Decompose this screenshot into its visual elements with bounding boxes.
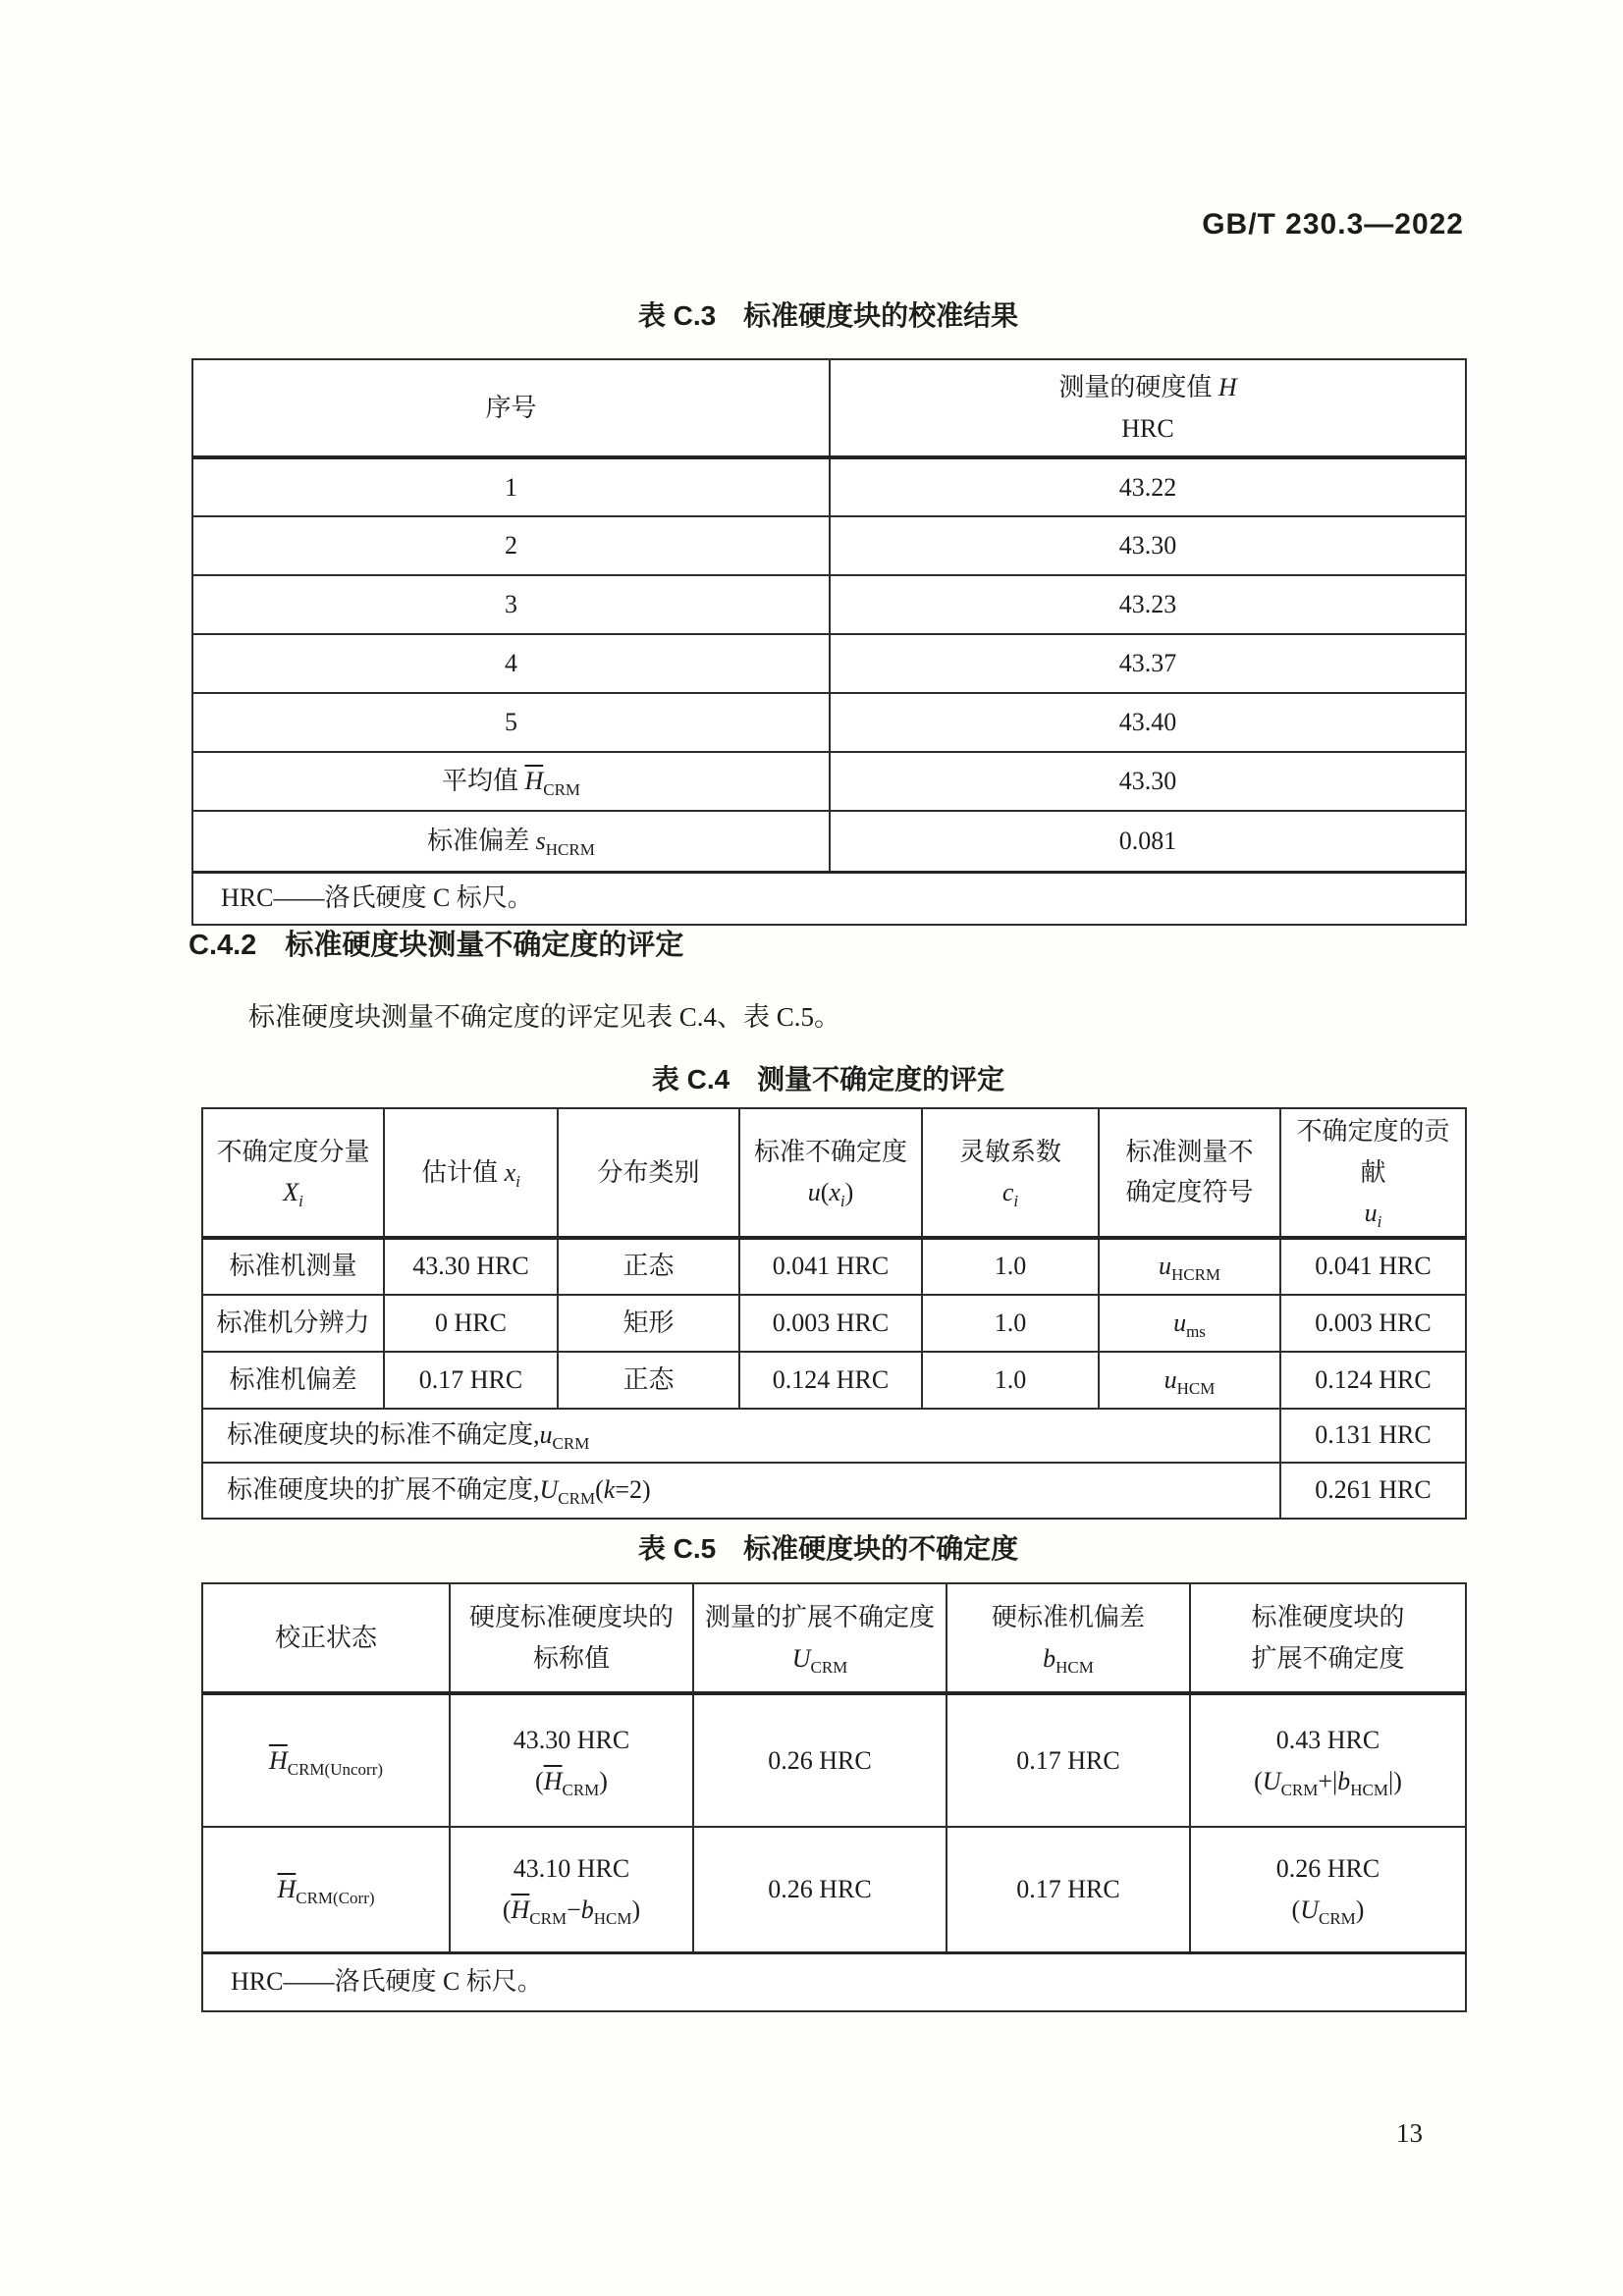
- header-line: 灵敏系数: [958, 1137, 1061, 1166]
- header-line: 硬度标准硬度块的: [468, 1602, 674, 1631]
- table-cell: 0.17 HRC: [947, 1693, 1190, 1827]
- header-line: 校正状态: [274, 1623, 377, 1652]
- table-cell: 43.23: [830, 575, 1466, 634]
- table-c4-title: 表 C.4 测量不确定度的评定: [651, 1064, 1005, 1095]
- header-line: 分布类别: [597, 1157, 700, 1187]
- table-row: [202, 1295, 1466, 1352]
- table-cell: 矩形: [558, 1295, 739, 1352]
- table-cell: 0.081: [830, 811, 1466, 872]
- table-c5: [201, 1582, 1467, 2012]
- table-cell: 4: [192, 634, 830, 693]
- header-line: $c_i$: [1001, 1178, 1019, 1211]
- table-header-cell: [202, 1108, 384, 1238]
- page-number: 13: [1396, 2118, 1423, 2148]
- summary-value: 0.131 HRC: [1280, 1409, 1466, 1463]
- table-cell: 43.30: [830, 752, 1466, 811]
- header-line: 标准不确定度: [753, 1137, 907, 1166]
- table-cell: 43.22: [830, 457, 1466, 516]
- table-cell: 0 HRC: [384, 1295, 558, 1352]
- table-cell: 0.26 HRC: [693, 1827, 947, 1952]
- summary-label: 标准硬度块的扩展不确定度$,U_{CRM}(k=2)$: [202, 1463, 1280, 1519]
- header-line: 不确定度的贡献: [1296, 1117, 1450, 1187]
- table-header-row: [202, 1583, 1466, 1693]
- table-cell: 3: [192, 575, 830, 634]
- table-cell: 43.30 HRC: [384, 1238, 558, 1295]
- table-header-cell: [558, 1108, 739, 1238]
- table-cell: 0.26 HRC: [693, 1693, 947, 1827]
- table-cell: 正态: [558, 1238, 739, 1295]
- table-row: [192, 752, 1466, 811]
- table-cell: 0.17 HRC: [947, 1827, 1190, 1952]
- header-line: 估计值 $x_i$: [421, 1157, 520, 1191]
- table-header-row: [192, 359, 1466, 457]
- table-cell: 0.003 HRC: [739, 1295, 922, 1352]
- table-header-cell: [947, 1583, 1190, 1693]
- table-summary-row: [202, 1409, 1466, 1463]
- table-header-cell: [384, 1108, 558, 1238]
- table-header-cell: [1099, 1108, 1280, 1238]
- header-line: 标准硬度块的: [1251, 1602, 1405, 1631]
- table-footnote: HRC——洛氏硬度 C 标尺。: [202, 1952, 1466, 2011]
- standard-number: GB/T 230.3—2022: [1202, 208, 1464, 240]
- table-row: [192, 457, 1466, 516]
- table-header-cell: [1280, 1108, 1466, 1238]
- table-cell: 1.0: [922, 1295, 1099, 1352]
- table-footnote: HRC——洛氏硬度 C 标尺。: [192, 872, 1466, 925]
- section-heading-c42: C.4.2 标准硬度块测量不确定度的评定: [189, 930, 684, 961]
- header-line: $u_i$: [1364, 1199, 1382, 1232]
- table-cell: 0.124 HRC: [739, 1352, 922, 1409]
- table-header-row: [202, 1108, 1466, 1238]
- table-cell: 0.124 HRC: [1280, 1352, 1466, 1409]
- table-cell: $\overline{H}_{CRM(Uncorr)}$: [202, 1693, 450, 1827]
- table-cell: 0.26 HRC $(U_{CRM})$: [1190, 1827, 1466, 1952]
- table-cell: 标准机偏差: [202, 1352, 384, 1409]
- table-c4: [201, 1107, 1467, 1520]
- table-summary-row: [202, 1463, 1466, 1519]
- table-cell: 1: [192, 457, 830, 516]
- table-cell: $\overline{H}_{CRM(Corr)}$: [202, 1827, 450, 1952]
- table-cell: 43.40: [830, 693, 1466, 752]
- table-header-cell: [693, 1583, 947, 1693]
- summary-value: 0.261 HRC: [1280, 1463, 1466, 1519]
- header-line: HRC: [1121, 413, 1174, 443]
- table-cell: 43.30 HRC $(\overline{H}_{CRM})$: [450, 1693, 693, 1827]
- table-cell: 0.041 HRC: [1280, 1238, 1466, 1295]
- table-c3-header-col2: [830, 359, 1466, 457]
- table-row: [202, 1352, 1466, 1409]
- table-row: [202, 1827, 1466, 1952]
- table-row: [192, 575, 1466, 634]
- table-cell: 标准机分辨力: [202, 1295, 384, 1352]
- header-line: 确定度符号: [1125, 1178, 1254, 1207]
- table-c3-title: 表 C.3 标准硬度块的校准结果: [637, 300, 1019, 331]
- table-header-cell: [922, 1108, 1099, 1238]
- table-cell: 43.30: [830, 516, 1466, 575]
- header-line: 不确定度分量: [216, 1137, 370, 1166]
- table-cell: 0.003 HRC: [1280, 1295, 1466, 1352]
- summary-label: 标准硬度块的标准不确定度$,u_{CRM}$: [202, 1409, 1280, 1463]
- table-cell: 0.041 HRC: [739, 1238, 922, 1295]
- table-c3: [191, 358, 1467, 926]
- header-line: $X_i$: [283, 1178, 303, 1211]
- table-cell: 标准机测量: [202, 1238, 384, 1295]
- table-row: [202, 1693, 1466, 1827]
- table-cell: $u_{HCM}$: [1099, 1352, 1280, 1409]
- table-c3-header-col1: 序号: [192, 359, 830, 457]
- section-paragraph: 标准硬度块测量不确定度的评定见表 C.4、表 C.5。: [248, 1002, 841, 1032]
- header-line: 测量的扩展不确定度: [704, 1602, 935, 1631]
- table-row: [192, 634, 1466, 693]
- table-header-cell: [450, 1583, 693, 1693]
- header-line: $U_{CRM}$: [791, 1643, 848, 1677]
- header-line: 测量的硬度值 H: [1058, 372, 1237, 401]
- table-row: [192, 693, 1466, 752]
- table-cell: 5: [192, 693, 830, 752]
- table-row: [192, 811, 1466, 872]
- table-cell: 平均值 $\overline{H}_{CRM}$: [192, 752, 830, 811]
- table-row: [202, 1238, 1466, 1295]
- table-footnote-row: [192, 872, 1466, 925]
- table-cell: 43.10 HRC $(\overline{H}_{CRM}-b_{HCM})$: [450, 1827, 693, 1952]
- table-cell: 0.17 HRC: [384, 1352, 558, 1409]
- header-line: $b_{HCM}$: [1043, 1643, 1094, 1677]
- table-cell: 标准偏差 $s_{HCRM}$: [192, 811, 830, 872]
- table-cell: 43.37: [830, 634, 1466, 693]
- table-header-cell: [1190, 1583, 1466, 1693]
- table-cell: 0.43 HRC $(U_{CRM}+|b_{HCM}|)$: [1190, 1693, 1466, 1827]
- header-line: 扩展不确定度: [1251, 1643, 1405, 1673]
- header-line: 标准测量不: [1125, 1137, 1254, 1166]
- header-line: 标称值: [532, 1643, 610, 1673]
- table-c5-title: 表 C.5 标准硬度块的不确定度: [637, 1533, 1019, 1564]
- table-cell: $u_{HCRM}$: [1099, 1238, 1280, 1295]
- table-cell: 1.0: [922, 1352, 1099, 1409]
- table-cell: 正态: [558, 1352, 739, 1409]
- table-header-cell: [739, 1108, 922, 1238]
- table-footnote-row: [202, 1952, 1466, 2011]
- table-cell: $u_{ms}$: [1099, 1295, 1280, 1352]
- header-line: $u(x_i)$: [807, 1178, 854, 1211]
- table-cell: 2: [192, 516, 830, 575]
- header-line: 硬标准机偏差: [991, 1602, 1145, 1631]
- table-cell: 1.0: [922, 1238, 1099, 1295]
- table-row: [192, 516, 1466, 575]
- table-header-cell: [202, 1583, 450, 1693]
